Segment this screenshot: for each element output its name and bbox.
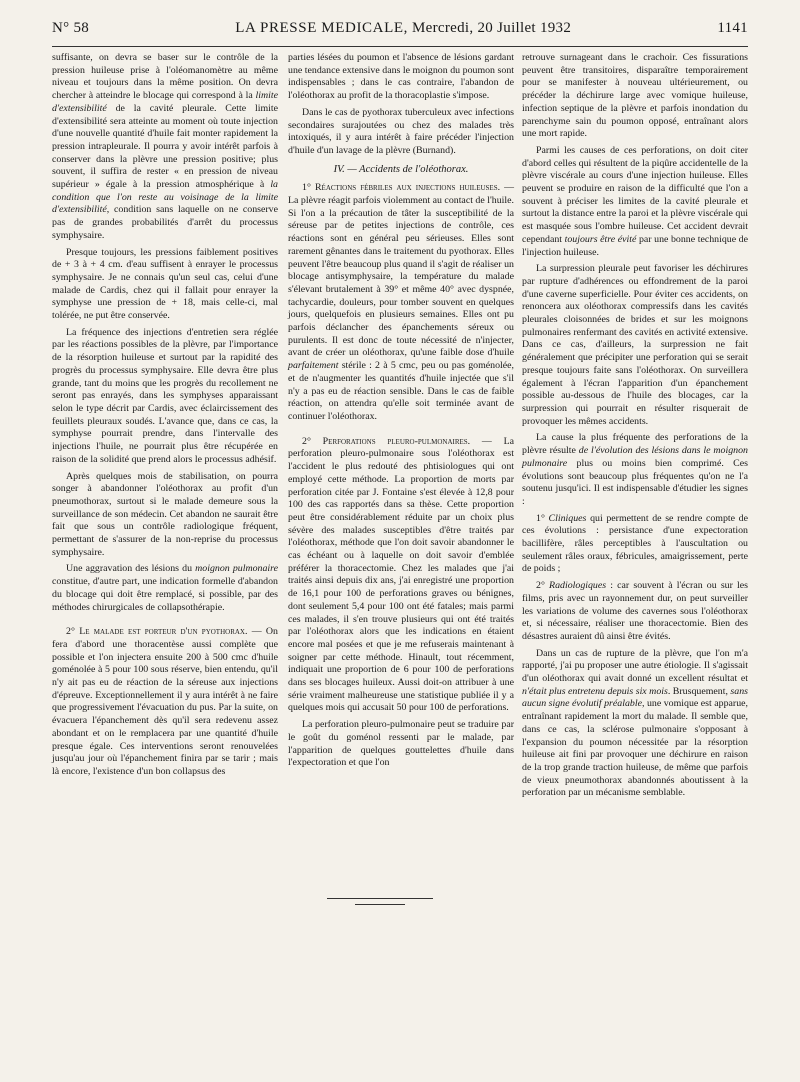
paragraph: Dans le cas de pyothorax tuberculeux avec infections secondaires surajoutées ou chez des malades très intoxiqués, il y aura intérêt à faire précéder l'injection d'huile d'un lavage de la plèvre (Burnand). xyxy=(288,106,514,156)
text-column-2 xyxy=(288,52,514,774)
paragraph: 1° Cliniques qui permettent de se rendre compte de ces évolutions : persistance d'une expectoration bacillifère, râles perceptibles à l'auscultation ou seulement râles oraux, fébricules, amaigrissement, perte de poids ; xyxy=(522,512,748,575)
journal-masthead xyxy=(235,20,571,37)
paragraph-spacer xyxy=(288,428,514,436)
paragraph: 2° Radiologiques : car souvent à l'écran ou sur les films, pris avec un rayonnement dur, on peut surveiller les variations de volume des cavernes sous l'oléothorax et, si nécessaire, réaliser une thoracectomie. Bien des désastres auraient dû ainsi être évités. xyxy=(522,580,749,642)
header-rule xyxy=(52,46,748,47)
paragraph: Après quelques mois de stabilisation, on pourra songer à abandonner l'oléothorax au profit d'un pneumothorax, surtout si le malade demeure sous la surveillance de son médecin. Cet abandon ne saurait être fait que sous un contrôle radiologique fréquent, permettant de s'assurer de la non-reprise du processus symphysaire. xyxy=(52,470,278,558)
paragraph: Une aggravation des lésions du moignon pulmonaire constitue, d'autre part, une indication formelle d'abandon du blocage qui doit être remplacé, si possible, par des méthodes chirurgicales de collapsothérapie. xyxy=(52,563,278,613)
paragraph: 2° Le malade est porteur d'un pyothorax. — On fera d'abord une thoracentèse aussi complète que possible et l'on injectera ensuite 200 à 500 cmc d'huile goménolée à 5 pour 100 sous réserve, bien entendu, qu'il n'y ait pas eu de réaction de la séreuse aux injections d'épreuve. Exceptionnellement il y aura intérêt à ne faire que progressivement l'évacuation du pus. Par la suite, on évacuera l'épanchement dès qu'il sera redevenu assez abondant et on le remplacera par une quantité d'huile presque égale. Ces interventions seront renouvelées jusqu'au jour où l'épanchement finira par se tarir ; mais là encore, l'existence d'un bon collapsus des xyxy=(52,626,278,777)
section-heading: IV. — Accidents de l'oléothorax. xyxy=(333,163,469,175)
paragraph: La surpression pleurale peut favoriser les déchirures par rupture d'adhérences ou effondrement de la paroi d'une caverne superficielle. Pour éviter ces accidents, on renoncera aux oléothorax compressifs dans les cavités pleurales cloisonnées de brides et sur les moignons pulmonaires renfermant des cavités en activité extensive. Dans ce cas, d'ailleurs, la surpression ne fait généralement que précipiter une perforation qui se serait presque toujours faite sans l'oléothorax. On surveillera également à l'écran l'apparition d'un épanchement possible au-dessous de l'huile des blocages, car la surpression qui pourrait en résulter risquerait de provoquer les mêmes accidents. xyxy=(522,263,748,427)
paragraph: Dans un cas de rupture de la plèvre, que l'on m'a rapporté, j'ai pu proposer une autre étiologie. Il s'agissait d'un oléothorax qui avait donné un excellent résultat et n'était plus entretenu depuis six mois. Brusquement, sans aucun signe évolutif préalable, une vomique est apparue, entraînant rapidement la mort du malade. Il semble que, dans ce cas, la sclérose pulmonaire s'opposant à l'expansion du poumon nécessitée par la résorption huileuse ait fini par provoquer une déchirure en raison de la trop grande traction huileuse, de même que parfois de vieux pneumothorax abandonnés aboutissent à la perforation par un mécanisme semblable. xyxy=(522,647,748,799)
issue-number: N° 58 xyxy=(52,20,90,36)
paragraph: La fréquence des injections d'entretien sera réglée par les réactions possibles de la plèvre, par l'importance de la résorption huileuse et surtout par la rapidité des progrès du processus symphysaire. Elle devra être plus grande, tant du moins que les progrès du recollement ne seront pas enrayés, dans les symphyses apparaissant selon le type décrit par Cardis, avec éclaircissement des feuillets pleuraux soudés. L'avance que, dans ce cas, la symphyse pourrait prendre, dans l'intervalle des injections l'huile, ne pourrait plus être récupérée en raison de la solidité que prend alors le processus adhésif. xyxy=(52,326,278,465)
page-number: 1141 xyxy=(717,20,748,36)
paragraph: parties lésées du poumon et l'absence de lésions gardant une tendance extensive dans le moignon du poumon sont indispensables ; dans le cas contraire, l'abandon de l'oléothorax au profit de la thoracoplastie s'impose. xyxy=(288,52,514,102)
issue-date: Mercredi, 20 Juillet 1932 xyxy=(412,20,572,36)
paragraph: Parmi les causes de ces perforations, on doit citer d'abord celles qui résultent de la piqûre accidentelle de la plèvre viscérale au cours d'une injection huileuse. Elles peuvent se produire en raison de la difficulté que l'on a souvent à préciser les limites de la cavité pleurale et surtout la distance entre la paroi et la plèvre viscérale qui est masquée sous l'ombre huileuse. Cet accident devrait cependant toujours être évité par une bonne technique de l'injection huileuse. xyxy=(522,144,749,258)
journal-title: LA PRESSE MEDICALE, xyxy=(235,20,408,36)
paragraph: 1° Réactions fébriles aux injections huileuses. — La plèvre réagit parfois violemment au contact de l'huile. Si l'on a la précaution de tâter la susceptibilité de la séreuse par de petites injections de contrôle, ces réactions sont en général peu sérieuses. Elles sont rarement gênantes dans le traitement du pyothorax. Elles peuvent l'être beaucoup plus quand il s'agit de réaliser un blocage antisymphysaire, la température du malade s'élevant brutalement à 39° et même 40° avec dyspnée, tachycardie, douleurs, pour tomber souvent en quelques jours, quelquefois en plusieurs semaines. Elles ont pu parfois déclancher des épanchements séreux ou purulents. Il est donc de toute nécessité de n'injecter, avant de créer un oléothorax, qu'une faible dose d'huile parfaitement stérile : 2 à 5 cmc, peu ou pas goménolée, et de n'augmenter les quantités d'huile injectée que s'il n'y a pas eu de réaction sensible. Dans le cas de faible réaction, on attendra qu'elle soit terminée avant de continuer l'oléothorax. xyxy=(288,182,515,422)
paragraph: La cause la plus fréquente des perforations de la plèvre résulte de l'évolution des lésions dans le moignon pulmonaire plus ou moins bien comprimé. Ces évolutions sont beaucoup plus fréquentes qu'on ne l'a soutenu jusqu'ici. Il est indispensable d'étudier les signes : xyxy=(522,432,748,507)
paragraph-spacer xyxy=(52,618,278,626)
paragraph: Presque toujours, les pressions faiblement positives de + 3 à + 4 cm. d'eau suffisent à enrayer le processus symphysaire. Je ne connais qu'un seul cas, celui d'une malade de Cardis, chez qui il fallait pour enrayer la symphyse une pression de + 18, mais celle-ci, mal tolérée, ne put être conservée. xyxy=(52,246,278,322)
page-header xyxy=(52,20,748,44)
paragraph: 2° Perforations pleuro-pulmonaires. — La perforation pleuro-pulmonaire sous l'oléothorax est l'accident le plus redouté des phtisiologues qui ont employé cette méthode. La proportion de morts par perforation citée par J. Fontaine s'est élevée à 12,8 pour 100 des cas rapportés dans sa thèse. Cette proportion peut être considérablement réduite par un choix plus sévère des malades susceptibles d'être traités par l'oléothorax, méthode que l'on doit savoir abandonner le cas échéant ou à laquelle on doit savoir d'emblée préférer la thoracectomie. Chez les malades que j'ai traités ainsi depuis dix ans, j'ai enregistré une proportion de 16,1 pour 100 de perforations graves ou bénignes, dont seulement 5,4 pour 100 ont été fatales; mais parmi ces malades, il s'en trouve plusieurs qui ont été traités par l'oléothorax alors que les indications en étaient encore mal posées et que je me refuserais maintenant à soigner par cette méthode. Hinault, tout récemment, indiquait une proportion de 6 pour 100 de perforations dans ses blocages huileux. Aussi doit-on attribuer à une série vraiment malheureuse une statistique publiée il y a quelques mois qui accusait 50 pour 100 de perforations. xyxy=(288,435,514,714)
paragraph: suffisante, on devra se baser sur le contrôle de la pression huileuse prise à l'oléomanomètre au même niveau et toujours dans la même position. On devra chercher à atteindre le blocage qui correspond à la limite d'extensibilité de la cavité pleurale. Cette limite d'extensibilité sera atteinte au moment où toute injection d'une nouvelle quantité d'huile fait monter rapidement la pression intrapleurale. Il pourra y avoir intérêt parfois à conserver dans la plèvre une pression positive; plus souvent, il suffira de rester « en pression de niveau supérieur » égale à la pression atmosphérique à la condition que l'on reste au voisinage de la limite d'extensibilité, condition sans laquelle on ne conserve pas de grandes probabilités d'arrêt du processus symphysaire. xyxy=(52,52,278,241)
text-column-3 xyxy=(522,52,748,804)
paragraph: La perforation pleuro-pulmonaire peut se traduire par le goût du goménol ressenti par le malade, par l'apparition de quelques gouttelettes d'huile dans l'expectoration et que l'on xyxy=(288,719,514,769)
end-rule xyxy=(327,898,433,899)
text-column-1 xyxy=(52,52,278,783)
paragraph: retrouve surnageant dans le crachoir. Ces fissurations peuvent être transitoires, disparaître temporairement pour se manifester à nouveau ultérieurement, ou précéder la déchirure large avec vomique huileuse, infection septique de la plèvre et parfois inondation du parenchyme sain du poumon opposé, entraînant alors une mort rapide. xyxy=(522,52,748,140)
end-rule-short xyxy=(355,904,405,905)
